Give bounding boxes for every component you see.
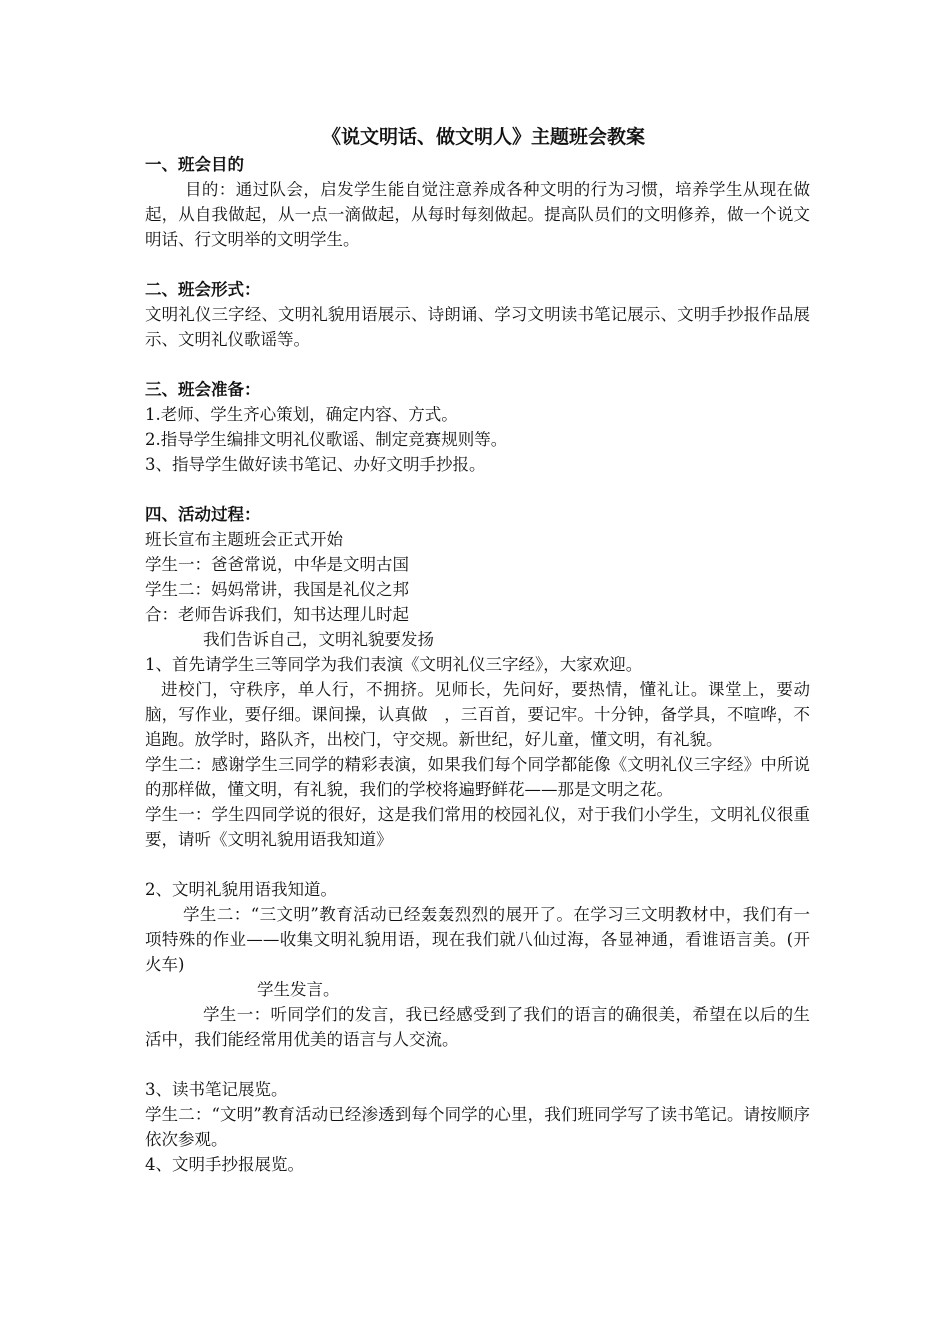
process-line: 学生一：学生四同学说的很好，这是我们常用的校园礼仪，对于我们小学生，文明礼仪很重要，请听《文明礼貌用语我知道》 — [145, 805, 810, 849]
paragraph-format: 文明礼仪三字经、文明礼貌用语展示、诗朗诵、学习文明读书笔记展示、文明手抄报作品展示、文明礼仪歌谣等。 — [145, 305, 810, 349]
document-page — [145, 122, 810, 1177]
process-line: 学生二：感谢学生三同学的精彩表演，如果我们每个同学都能像《文明礼仪三字经》中所说的那样做，懂文明，有礼貌，我们的学校将遍野鲜花——那是文明之花。 — [145, 755, 810, 799]
process-line: 学生一：爸爸常说，中华是文明古国 — [145, 555, 409, 574]
section-heading-purpose: 一、班会目的 — [145, 155, 244, 174]
process-line: 学生一：听同学们的发言，我已经感受到了我们的语言的确很美，希望在以后的生活中，我们能经常用优美的语言与人交流。 — [145, 1005, 810, 1049]
process-line: 学生二：“文明”教育活动已经渗透到每个同学的心里，我们班同学写了读书笔记。请按顺序依次参观。 — [145, 1105, 810, 1149]
process-line: 合：老师告诉我们，知书达理儿时起 — [145, 605, 409, 624]
prep-item: 2.指导学生编排文明礼仪歌谣、制定竞赛规则等。 — [145, 430, 508, 449]
process-line: 我们告诉自己，文明礼貌要发扬 — [203, 630, 434, 649]
section-heading-format: 二、班会形式： — [145, 280, 261, 299]
process-line: 学生二：“三文明”教育活动已经轰轰烈烈的展开了。在学习三文明教材中，我们有一项特殊的作业——收集文明礼貌用语，现在我们就八仙过海，各显神通，看谁语言美。(开火车) — [145, 905, 810, 974]
prep-item: 3、指导学生做好读书笔记、办好文明手抄报。 — [145, 455, 486, 474]
prep-item: 1.老师、学生齐心策划，确定内容、方式。 — [145, 405, 458, 424]
section-heading-preparation: 三、班会准备： — [145, 380, 261, 399]
paragraph-purpose: 目的：通过队会，启发学生能自觉注意养成各种文明的行为习惯，培养学生从现在做起，从自我做起，从一点一滴做起，从每时每刻做起。提高队员们的文明修养，做一个说文明话、行文明举的文明学生。 — [145, 180, 810, 249]
process-line: 学生二：妈妈常讲，我国是礼仪之邦 — [145, 580, 409, 599]
process-line: 学生发言。 — [257, 980, 340, 999]
process-line: 3、读书笔记展览。 — [145, 1080, 288, 1099]
section-heading-process: 四、活动过程： — [145, 505, 261, 524]
sanzijing-paragraph: 进校门，守秩序，单人行，不拥挤。见师长，先问好，要热情，懂礼让。课堂上，要动脑，写作业，要仔细。课间操，认真做 ，三百首，要记牢。十分钟，备学具，不喧哗，不追跑。放学时，路队齐，出校门，守交规。新世纪，好儿童，懂文明，有礼貌。 — [145, 680, 810, 749]
process-line: 2、文明礼貌用语我知道。 — [145, 880, 337, 899]
process-line: 1、首先请学生三等同学为我们表演《文明礼仪三字经》，大家欢迎。 — [145, 655, 643, 674]
page-title: 《说文明话、做文明人》主题班会教案 — [321, 126, 645, 148]
process-line: 4、文明手抄报展览。 — [145, 1155, 304, 1174]
process-line: 班长宣布主题班会正式开始 — [145, 530, 343, 549]
